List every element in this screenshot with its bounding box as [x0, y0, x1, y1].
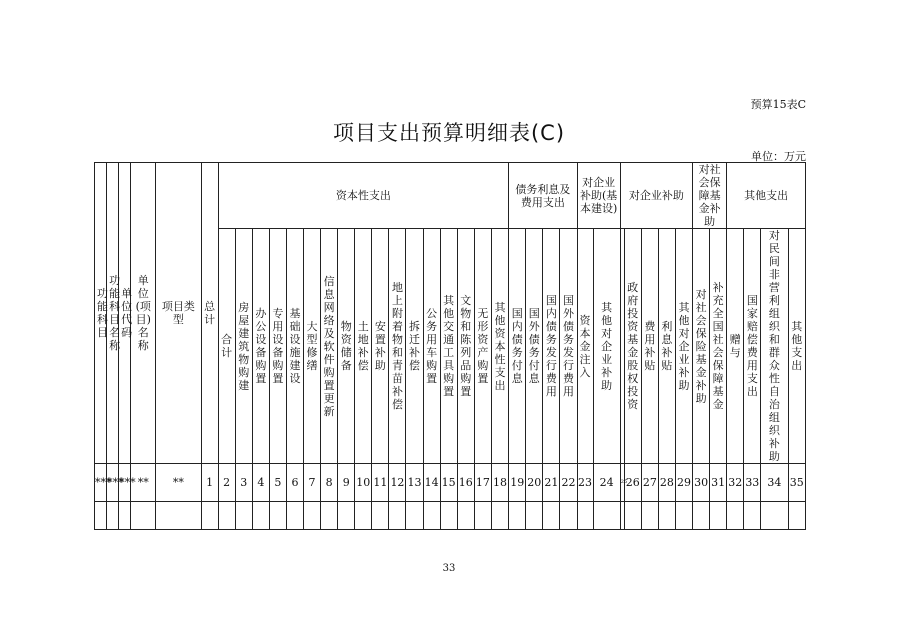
column-header: 国家赔偿费用支出	[744, 229, 761, 464]
group-header: 其他支出	[727, 163, 806, 229]
header-6: 总计	[201, 163, 218, 464]
code-cell: 34	[761, 464, 788, 502]
code-cell: 28	[658, 464, 675, 502]
empty-cell	[338, 502, 355, 530]
group-header: 资本性支出	[218, 163, 509, 229]
column-header: 费用补贴	[641, 229, 658, 464]
column-header: 物资储备	[338, 229, 355, 464]
code-cell: ***	[107, 464, 119, 502]
code-cell: 24	[593, 464, 620, 502]
code-cell: 18	[491, 464, 508, 502]
empty-cell	[423, 502, 440, 530]
page-title: 项目支出预算明细表(C)	[332, 121, 566, 145]
empty-cell	[218, 502, 235, 530]
header-1: 功能科目	[95, 163, 107, 464]
column-header: 资本金注入	[577, 229, 593, 464]
code-cell: 33	[744, 464, 761, 502]
code-cell: 27	[641, 464, 658, 502]
code-cell: 4	[252, 464, 269, 502]
column-header: 国外债务发行费用	[560, 229, 577, 464]
empty-cell	[201, 502, 218, 530]
empty-cell	[593, 502, 620, 530]
empty-cell	[457, 502, 474, 530]
empty-cell	[526, 502, 543, 530]
code-cell: 21	[543, 464, 560, 502]
code-cell: 1	[201, 464, 218, 502]
column-header: 政府投资基金股权投资	[624, 229, 641, 464]
empty-cell	[744, 502, 761, 530]
group-header: 对企业补助(基本建设)	[577, 163, 620, 229]
column-header: 信息网络及软件购置更新	[321, 229, 338, 464]
code-cell: 8	[321, 464, 338, 502]
code-cell: 13	[406, 464, 423, 502]
header-4: 单位(项目)名称	[131, 163, 156, 464]
code-cell: 11	[372, 464, 389, 502]
column-header: 公务用车购置	[423, 229, 440, 464]
empty-cell	[675, 502, 692, 530]
code-cell: 23	[577, 464, 593, 502]
code-cell: 6	[286, 464, 303, 502]
column-header: 安置补助	[372, 229, 389, 464]
empty-cell	[761, 502, 788, 530]
empty-cell	[131, 502, 156, 530]
empty-cell	[491, 502, 508, 530]
code-cell: 22	[560, 464, 577, 502]
empty-cell	[641, 502, 658, 530]
empty-cell	[107, 502, 119, 530]
empty-cell	[95, 502, 107, 530]
code-cell: 15	[440, 464, 457, 502]
column-header: 合计	[218, 229, 235, 464]
code-cell: 20	[526, 464, 543, 502]
empty-cell	[389, 502, 406, 530]
column-header: 拆迁补偿	[406, 229, 423, 464]
group-header: 债务利息及费用支出	[509, 163, 577, 229]
empty-cell	[543, 502, 560, 530]
code-cell: **	[131, 464, 156, 502]
empty-cell	[321, 502, 338, 530]
empty-cell	[624, 502, 641, 530]
page-number: 33	[442, 563, 456, 574]
code-cell: 9	[338, 464, 355, 502]
form-number: 预算15表C	[750, 98, 806, 111]
empty-cell	[355, 502, 372, 530]
group-header: 对社会保障基金补助	[693, 163, 727, 229]
column-header: 文物和陈列品购置	[457, 229, 474, 464]
column-header: 房屋建筑物购建	[235, 229, 252, 464]
code-cell: ***	[95, 464, 107, 502]
column-header: 地上附着物和青苗补偿	[389, 229, 406, 464]
code-cell: 3	[235, 464, 252, 502]
code-cell: 14	[423, 464, 440, 502]
header-3: 单位代码	[119, 163, 131, 464]
column-header: 基础设施建设	[286, 229, 303, 464]
column-header: 专用设备购置	[269, 229, 286, 464]
header-2: 功能科目名称	[107, 163, 119, 464]
empty-cell	[788, 502, 806, 530]
empty-cell	[474, 502, 491, 530]
empty-cell	[119, 502, 131, 530]
empty-cell	[252, 502, 269, 530]
code-cell: 31	[710, 464, 727, 502]
code-cell: 17	[474, 464, 491, 502]
unit-label: 单位：万元	[751, 150, 806, 163]
column-header: 大型修缮	[304, 229, 321, 464]
column-header: 国外债务付息	[526, 229, 543, 464]
code-cell: 30	[693, 464, 710, 502]
column-header: 土地补偿	[355, 229, 372, 464]
code-cell: 10	[355, 464, 372, 502]
empty-cell	[577, 502, 593, 530]
column-header: 国内债务发行费用	[543, 229, 560, 464]
column-header: 其他资本性支出	[491, 229, 508, 464]
empty-cell	[440, 502, 457, 530]
code-cell: 35	[788, 464, 806, 502]
column-header: 其他支出	[788, 229, 806, 464]
code-cell: **	[156, 464, 201, 502]
column-header: 办公设备购置	[252, 229, 269, 464]
code-cell: ***	[119, 464, 131, 502]
column-header: 国内债务付息	[509, 229, 526, 464]
empty-cell	[304, 502, 321, 530]
group-header: 对企业补助	[620, 163, 692, 229]
empty-cell	[658, 502, 675, 530]
code-cell: 26	[624, 464, 641, 502]
empty-cell	[693, 502, 710, 530]
empty-cell	[156, 502, 201, 530]
empty-cell	[710, 502, 727, 530]
code-cell: 19	[509, 464, 526, 502]
empty-cell	[286, 502, 303, 530]
column-header: 对社会保险基金补助	[693, 229, 710, 464]
code-cell: 25	[620, 464, 624, 502]
column-header: 其他对企业补助	[675, 229, 692, 464]
column-header: 其他对企业补助	[593, 229, 620, 464]
header-5: 项目类型	[156, 163, 201, 464]
column-header: 赠与	[727, 229, 744, 464]
empty-cell	[235, 502, 252, 530]
column-header: 无形资产购置	[474, 229, 491, 464]
code-cell: 5	[269, 464, 286, 502]
column-header: 利息补贴	[658, 229, 675, 464]
empty-cell	[406, 502, 423, 530]
code-cell: 7	[304, 464, 321, 502]
budget-table	[94, 162, 806, 530]
column-header: 其他交通工具购置	[440, 229, 457, 464]
column-header: 补充全国社会保障基金	[710, 229, 727, 464]
code-cell: 32	[727, 464, 744, 502]
code-cell: 2	[218, 464, 235, 502]
empty-cell	[727, 502, 744, 530]
code-cell: 16	[457, 464, 474, 502]
empty-cell	[372, 502, 389, 530]
empty-cell	[560, 502, 577, 530]
code-cell: 29	[675, 464, 692, 502]
code-cell: 12	[389, 464, 406, 502]
empty-cell	[509, 502, 526, 530]
column-header: 对民间非营利组织和群众性自治组织补助	[761, 229, 788, 464]
empty-cell	[269, 502, 286, 530]
